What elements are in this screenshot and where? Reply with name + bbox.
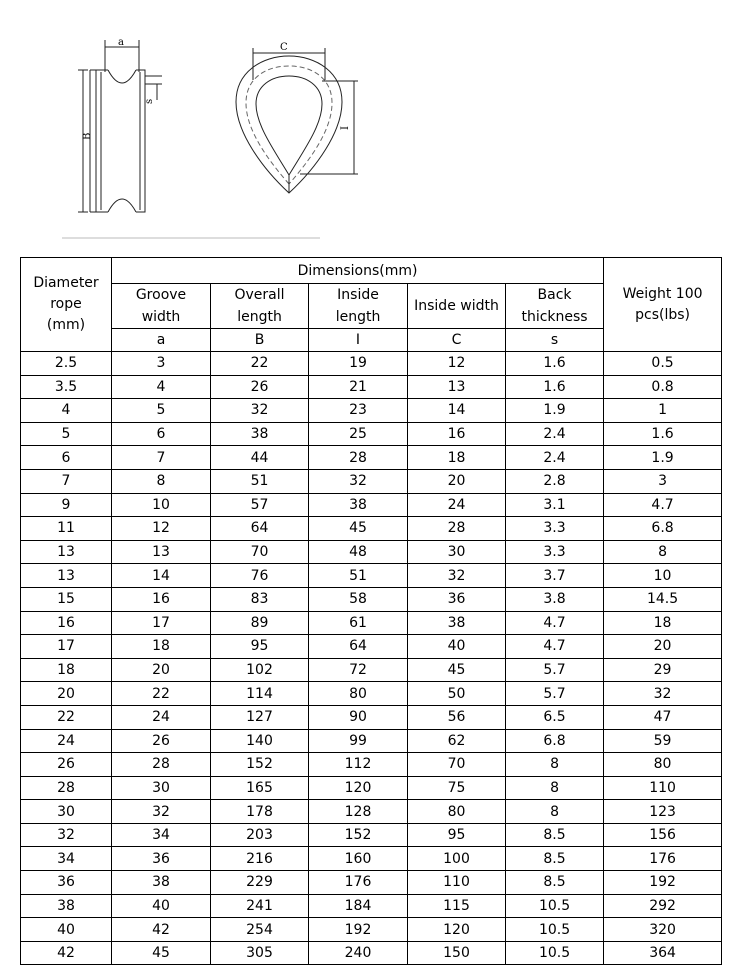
table-cell: 45 <box>309 517 408 541</box>
table-cell: 8 <box>506 800 604 824</box>
table-cell: 6.8 <box>506 729 604 753</box>
table-cell: 1.9 <box>506 399 604 423</box>
table-row <box>21 564 722 588</box>
table-cell: 176 <box>604 847 722 871</box>
table-cell: 32 <box>21 823 112 847</box>
table-row <box>21 823 722 847</box>
table-cell: 19 <box>309 352 408 376</box>
table-cell: 4 <box>112 375 211 399</box>
table-cell: 16 <box>112 587 211 611</box>
table-cell: 140 <box>211 729 309 753</box>
table-row <box>21 847 722 871</box>
table-cell: 114 <box>211 682 309 706</box>
table-cell: 38 <box>21 894 112 918</box>
table-cell: 95 <box>211 635 309 659</box>
table-cell: 56 <box>408 705 506 729</box>
table-cell: 70 <box>408 753 506 777</box>
table-cell: 20 <box>21 682 112 706</box>
table-cell: 61 <box>309 611 408 635</box>
table-cell: 28 <box>408 517 506 541</box>
table-cell: 4.7 <box>506 635 604 659</box>
col-name-inside-length: Inside length <box>309 284 408 329</box>
table-cell: 3.5 <box>21 375 112 399</box>
table-cell: 3.1 <box>506 493 604 517</box>
table-cell: 16 <box>408 422 506 446</box>
table-cell: 10 <box>112 493 211 517</box>
table-cell: 160 <box>309 847 408 871</box>
dimensions-header: Dimensions(mm) <box>112 258 604 284</box>
table-cell: 20 <box>112 658 211 682</box>
table-cell: 29 <box>604 658 722 682</box>
table-cell: 36 <box>21 871 112 895</box>
table-cell: 8.5 <box>506 823 604 847</box>
table-cell: 192 <box>604 871 722 895</box>
table-cell: 12 <box>112 517 211 541</box>
col-name-back-thickness: Back thickness <box>506 284 604 329</box>
table-cell: 203 <box>211 823 309 847</box>
diameter-rope-header: Diameter rope (mm) <box>21 258 112 352</box>
table-cell: 110 <box>408 871 506 895</box>
table-cell: 241 <box>211 894 309 918</box>
table-row <box>21 894 722 918</box>
col-name-groove-width: Groove width <box>112 284 211 329</box>
table-cell: 13 <box>21 564 112 588</box>
table-cell: 4.7 <box>506 611 604 635</box>
table-cell: 32 <box>408 564 506 588</box>
table-cell: 13 <box>21 540 112 564</box>
dimensions-table <box>20 257 722 965</box>
table-cell: 152 <box>211 753 309 777</box>
table-cell: 3 <box>604 469 722 493</box>
table-cell: 64 <box>309 635 408 659</box>
table-cell: 28 <box>309 446 408 470</box>
technical-drawings <box>0 0 750 250</box>
table-cell: 18 <box>408 446 506 470</box>
table-cell: 90 <box>309 705 408 729</box>
table-cell: 59 <box>604 729 722 753</box>
table-cell: 45 <box>112 941 211 965</box>
table-cell: 7 <box>21 469 112 493</box>
table-cell: 9 <box>21 493 112 517</box>
table-cell: 4 <box>21 399 112 423</box>
table-cell: 8.5 <box>506 871 604 895</box>
table-cell: 30 <box>408 540 506 564</box>
table-cell: 292 <box>604 894 722 918</box>
label-I: I <box>340 126 351 130</box>
table-cell: 14 <box>112 564 211 588</box>
table-cell: 10.5 <box>506 894 604 918</box>
table-cell: 1.9 <box>604 446 722 470</box>
table-cell: 18 <box>112 635 211 659</box>
table-cell: 24 <box>21 729 112 753</box>
table-cell: 115 <box>408 894 506 918</box>
table-cell: 24 <box>408 493 506 517</box>
table-cell: 3.8 <box>506 587 604 611</box>
table-cell: 25 <box>309 422 408 446</box>
table-cell: 1 <box>604 399 722 423</box>
table-cell: 152 <box>309 823 408 847</box>
table-cell: 110 <box>604 776 722 800</box>
table-cell: 76 <box>211 564 309 588</box>
table-cell: 40 <box>21 918 112 942</box>
col-symbol-I: I <box>309 329 408 352</box>
table-cell: 184 <box>309 894 408 918</box>
table-row <box>21 729 722 753</box>
table-cell: 36 <box>112 847 211 871</box>
table-cell: 17 <box>112 611 211 635</box>
table-row <box>21 375 722 399</box>
table-cell: 72 <box>309 658 408 682</box>
table-cell: 16 <box>21 611 112 635</box>
table-row <box>21 800 722 824</box>
table-cell: 100 <box>408 847 506 871</box>
table-cell: 42 <box>21 941 112 965</box>
table-row <box>21 776 722 800</box>
table-cell: 6 <box>112 422 211 446</box>
table-cell: 42 <box>112 918 211 942</box>
table-cell: 62 <box>408 729 506 753</box>
table-cell: 24 <box>112 705 211 729</box>
table-cell: 26 <box>21 753 112 777</box>
table-cell: 40 <box>408 635 506 659</box>
table-cell: 80 <box>604 753 722 777</box>
table-cell: 51 <box>211 469 309 493</box>
table-cell: 1.6 <box>506 375 604 399</box>
table-cell: 26 <box>211 375 309 399</box>
table-cell: 30 <box>112 776 211 800</box>
table-cell: 36 <box>408 587 506 611</box>
table-cell: 70 <box>211 540 309 564</box>
table-row <box>21 611 722 635</box>
table-cell: 28 <box>21 776 112 800</box>
table-cell: 6.5 <box>506 705 604 729</box>
table-cell: 320 <box>604 918 722 942</box>
table-cell: 80 <box>309 682 408 706</box>
table-row <box>21 705 722 729</box>
table-cell: 5 <box>21 422 112 446</box>
col-name-overall-length: Overall length <box>211 284 309 329</box>
table-row <box>21 469 722 493</box>
table-cell: 21 <box>309 375 408 399</box>
table-row <box>21 517 722 541</box>
table-cell: 5.7 <box>506 658 604 682</box>
label-B: B <box>82 132 93 140</box>
table-cell: 22 <box>112 682 211 706</box>
table-cell: 20 <box>604 635 722 659</box>
table-cell: 22 <box>211 352 309 376</box>
table-cell: 34 <box>112 823 211 847</box>
table-cell: 13 <box>112 540 211 564</box>
table-cell: 176 <box>309 871 408 895</box>
table-cell: 156 <box>604 823 722 847</box>
table-cell: 10 <box>604 564 722 588</box>
table-cell: 14.5 <box>604 587 722 611</box>
table-cell: 120 <box>309 776 408 800</box>
table-cell: 32 <box>604 682 722 706</box>
table-cell: 127 <box>211 705 309 729</box>
weight-header: Weight 100 pcs(lbs) <box>604 258 722 352</box>
table-cell: 112 <box>309 753 408 777</box>
table-cell: 0.5 <box>604 352 722 376</box>
table-cell: 30 <box>21 800 112 824</box>
table-cell: 4.7 <box>604 493 722 517</box>
table-cell: 2.8 <box>506 469 604 493</box>
table-cell: 26 <box>112 729 211 753</box>
table-cell: 18 <box>21 658 112 682</box>
table-cell: 34 <box>21 847 112 871</box>
table-cell: 95 <box>408 823 506 847</box>
table-cell: 102 <box>211 658 309 682</box>
table-cell: 10.5 <box>506 918 604 942</box>
table-cell: 5 <box>112 399 211 423</box>
table-cell: 0.8 <box>604 375 722 399</box>
table-cell: 83 <box>211 587 309 611</box>
table-cell: 47 <box>604 705 722 729</box>
table-cell: 216 <box>211 847 309 871</box>
label-s: s <box>144 98 155 104</box>
table-cell: 2.4 <box>506 446 604 470</box>
table-cell: 3.3 <box>506 517 604 541</box>
col-symbol-C: C <box>408 329 506 352</box>
table-cell: 8 <box>506 753 604 777</box>
table-cell: 8 <box>604 540 722 564</box>
table-cell: 22 <box>21 705 112 729</box>
table-cell: 23 <box>309 399 408 423</box>
table-row <box>21 587 722 611</box>
table-cell: 229 <box>211 871 309 895</box>
label-C: C <box>280 42 288 53</box>
table-cell: 12 <box>408 352 506 376</box>
table-cell: 3.7 <box>506 564 604 588</box>
table-row <box>21 399 722 423</box>
table-cell: 45 <box>408 658 506 682</box>
col-symbol-s: s <box>506 329 604 352</box>
table-cell: 99 <box>309 729 408 753</box>
table-cell: 64 <box>211 517 309 541</box>
table-cell: 75 <box>408 776 506 800</box>
table-row <box>21 941 722 965</box>
table-cell: 6.8 <box>604 517 722 541</box>
table-cell: 38 <box>211 422 309 446</box>
table-cell: 5.7 <box>506 682 604 706</box>
table-row <box>21 918 722 942</box>
table-cell: 20 <box>408 469 506 493</box>
col-symbol-a: a <box>112 329 211 352</box>
table-row <box>21 871 722 895</box>
table-cell: 28 <box>112 753 211 777</box>
table-cell: 32 <box>112 800 211 824</box>
table-body <box>21 352 722 965</box>
table-cell: 48 <box>309 540 408 564</box>
table-cell: 38 <box>309 493 408 517</box>
table-cell: 32 <box>309 469 408 493</box>
col-symbol-B: B <box>211 329 309 352</box>
table-cell: 7 <box>112 446 211 470</box>
table-cell: 57 <box>211 493 309 517</box>
table-cell: 150 <box>408 941 506 965</box>
table-cell: 51 <box>309 564 408 588</box>
table-cell: 2.4 <box>506 422 604 446</box>
table-cell: 10.5 <box>506 941 604 965</box>
table-row <box>21 635 722 659</box>
table-cell: 40 <box>112 894 211 918</box>
table-cell: 8 <box>506 776 604 800</box>
table-cell: 14 <box>408 399 506 423</box>
table-cell: 44 <box>211 446 309 470</box>
table-cell: 8.5 <box>506 847 604 871</box>
table-cell: 18 <box>604 611 722 635</box>
table-cell: 240 <box>309 941 408 965</box>
table-cell: 58 <box>309 587 408 611</box>
table-cell: 15 <box>21 587 112 611</box>
table-cell: 3 <box>112 352 211 376</box>
table-row <box>21 493 722 517</box>
table-cell: 13 <box>408 375 506 399</box>
table-row <box>21 446 722 470</box>
table-cell: 17 <box>21 635 112 659</box>
table-row <box>21 658 722 682</box>
table-cell: 192 <box>309 918 408 942</box>
table-cell: 178 <box>211 800 309 824</box>
table-row <box>21 422 722 446</box>
table-cell: 165 <box>211 776 309 800</box>
col-name-inside-width: Inside width <box>408 284 506 329</box>
table-cell: 38 <box>112 871 211 895</box>
table-row <box>21 753 722 777</box>
table-cell: 6 <box>21 446 112 470</box>
table-cell: 3.3 <box>506 540 604 564</box>
table-cell: 8 <box>112 469 211 493</box>
table-cell: 120 <box>408 918 506 942</box>
table-cell: 1.6 <box>604 422 722 446</box>
table-row <box>21 540 722 564</box>
table-cell: 11 <box>21 517 112 541</box>
front-view-drawing <box>236 48 358 193</box>
side-view-drawing <box>78 40 162 212</box>
table-cell: 254 <box>211 918 309 942</box>
table-row <box>21 682 722 706</box>
table-cell: 89 <box>211 611 309 635</box>
table-cell: 32 <box>211 399 309 423</box>
table-cell: 1.6 <box>506 352 604 376</box>
table-cell: 364 <box>604 941 722 965</box>
table-cell: 38 <box>408 611 506 635</box>
table-cell: 80 <box>408 800 506 824</box>
table-cell: 128 <box>309 800 408 824</box>
table-cell: 50 <box>408 682 506 706</box>
table-cell: 2.5 <box>21 352 112 376</box>
table-cell: 305 <box>211 941 309 965</box>
label-a: a <box>118 37 124 48</box>
table-cell: 123 <box>604 800 722 824</box>
table-row <box>21 352 722 376</box>
